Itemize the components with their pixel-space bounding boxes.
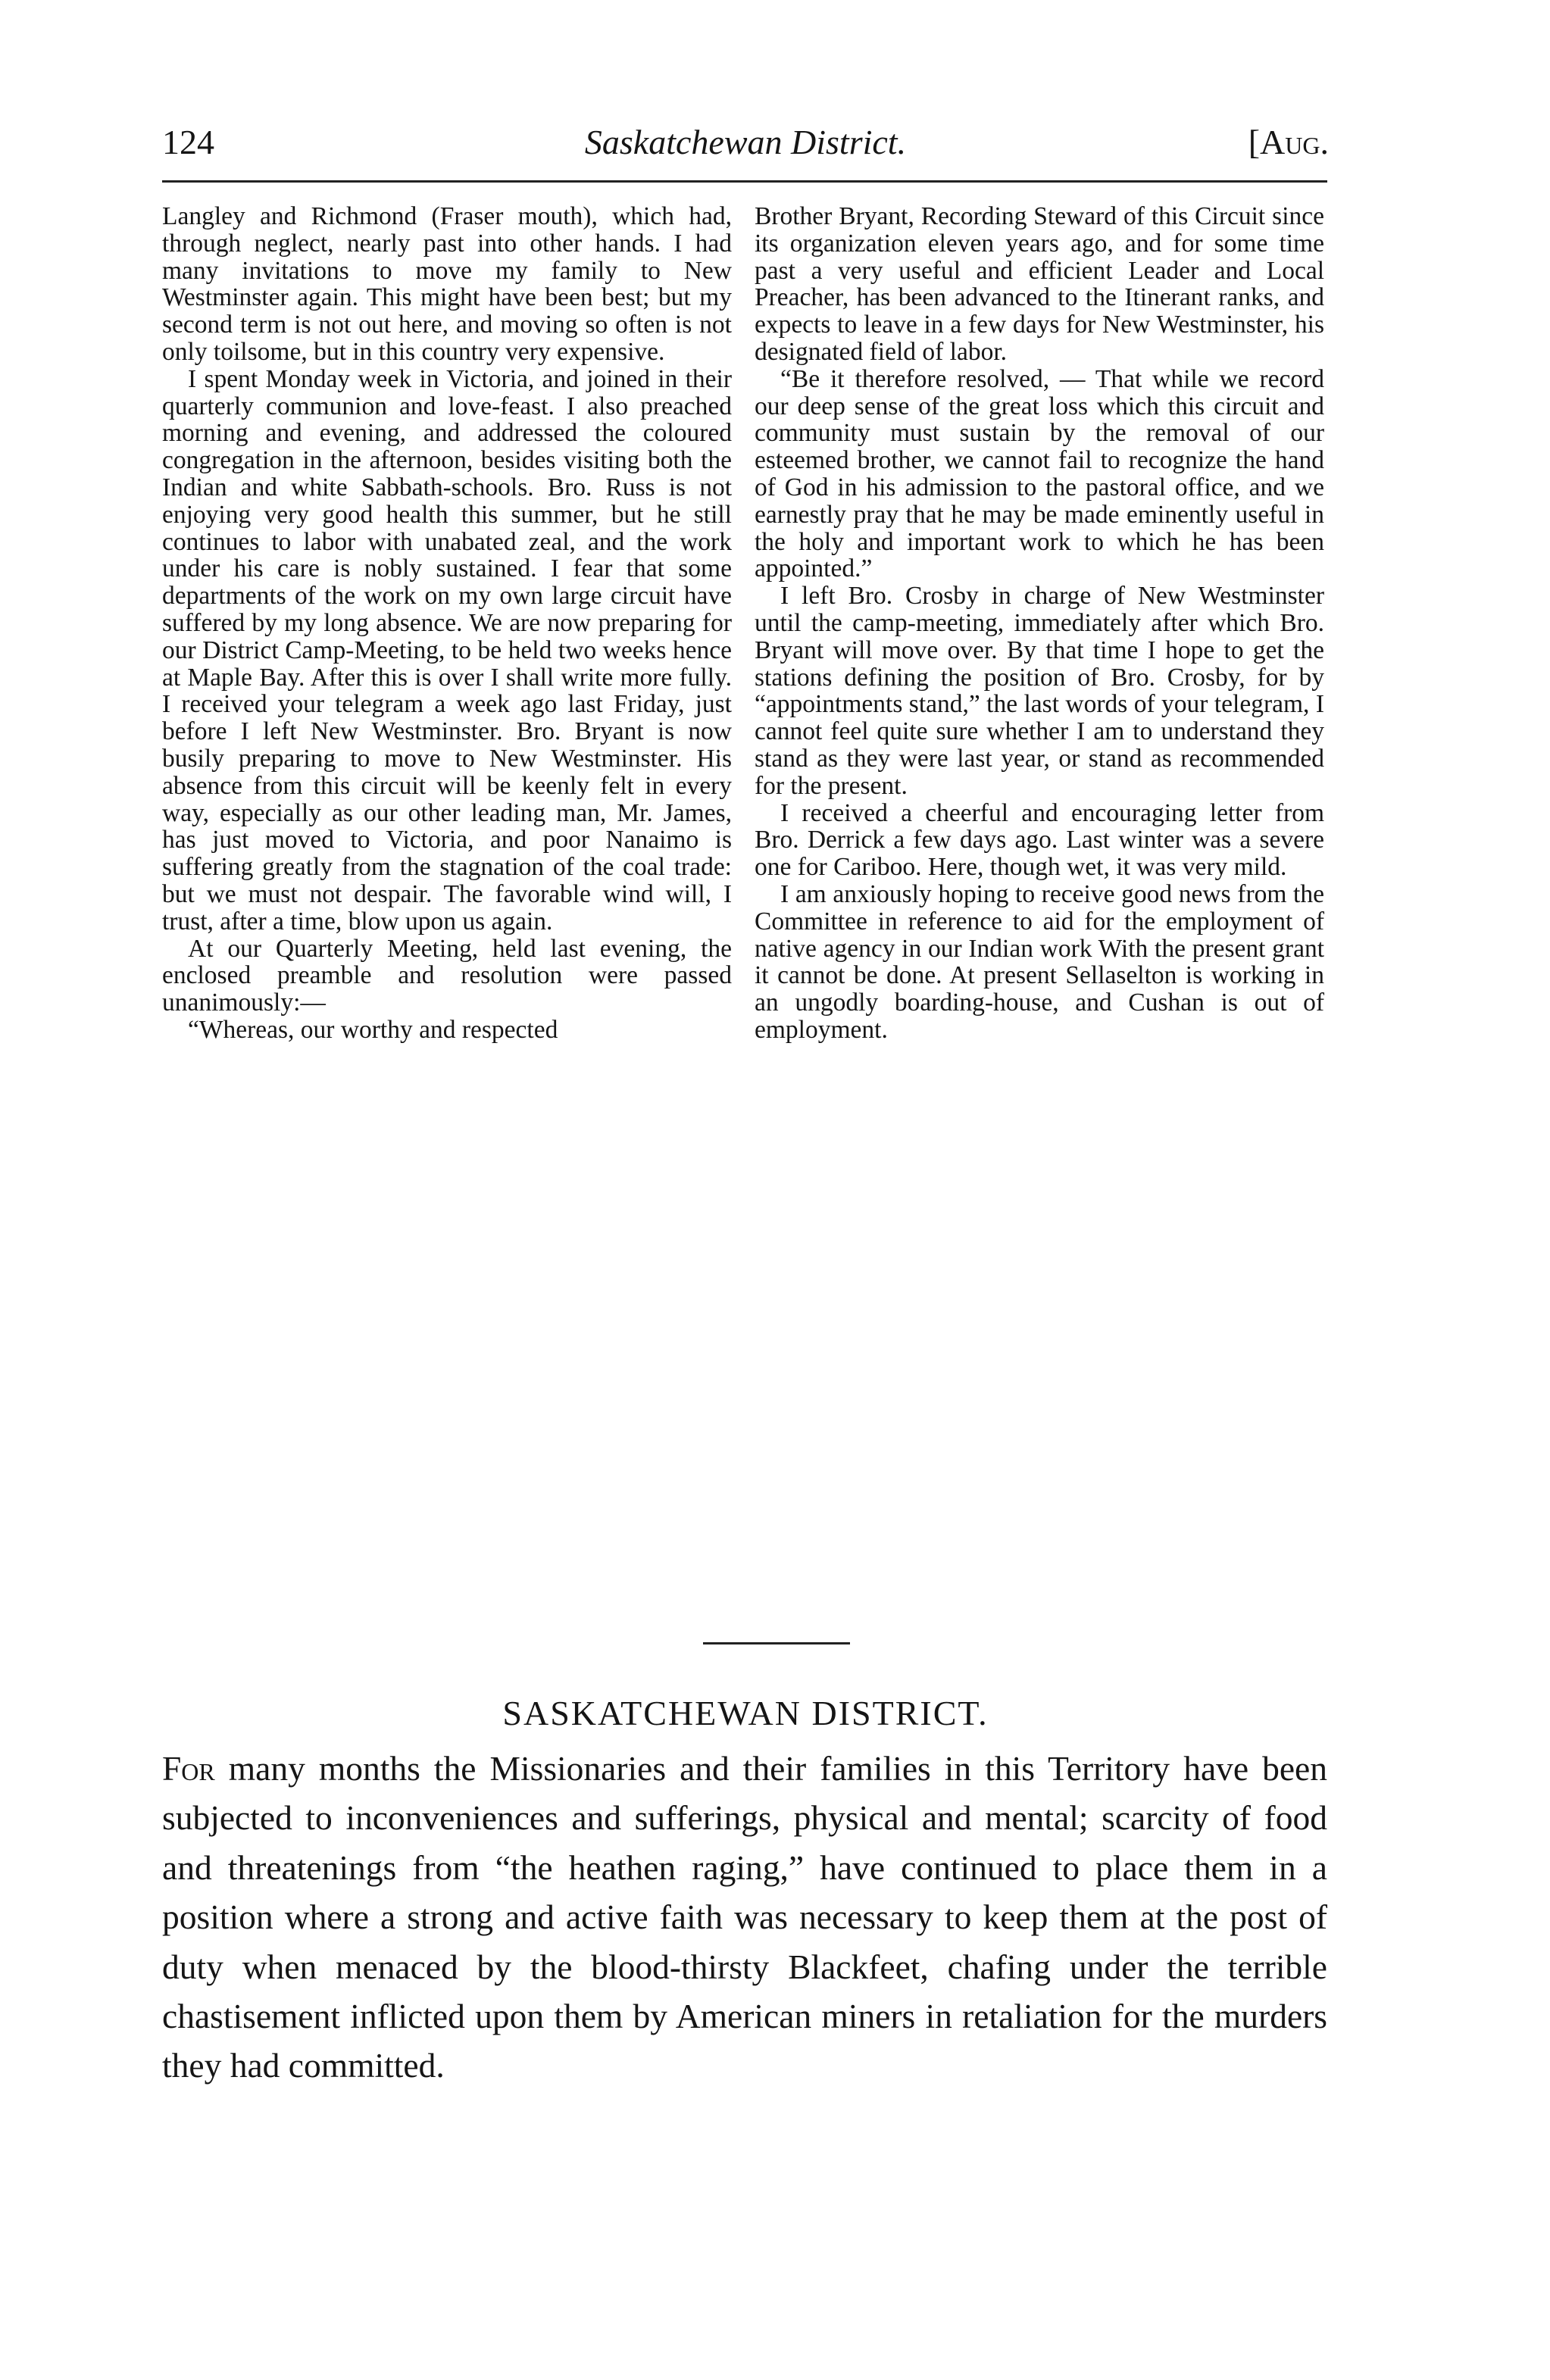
right-column bbox=[755, 203, 1324, 1044]
running-title: Saskatchewan District. bbox=[584, 123, 907, 161]
lead-word: For bbox=[162, 1749, 215, 1788]
paragraph: I spent Monday week in Victoria, and joined in their quarterly communion and love-feast. I also preached morning and evening, and addressed the coloured congregation in the afternoon, besides visiting both the Indian and white Sabbath-schools. Bro. Russ is not enjoying very good health this summer, but he still continues to labor with unabated zeal, and the work under his care is nobly sustained. I fear that some departments of the work on my own large circuit have suffered by my long absence. We are now preparing for our District Camp-Meeting, to be held two weeks hence at Maple Bay. After this is over I shall write more fully. I received your telegram a week ago last Friday, just before I left New Westminster. Bro. Bryant is now busily preparing to move to New Westminster. His absence from this circuit will be keenly felt in every way, especially as our other leading man, Mr. James, has just moved to Victoria, and poor Nanaimo is suffering greatly from the stagnation of the coal trade: but we must not despair. The favorable wind will, I trust, after a time, blow upon us again. bbox=[162, 364, 732, 935]
section-paragraph bbox=[162, 1744, 1327, 2091]
running-head bbox=[162, 120, 1329, 165]
section-text: many months the Missionaries and their families in this Territory have been subjected to inconveniences and sufferings, physical and mental; scarcity of food and threatenings from “the heathen raging,” have continued to place them in a position where a strong and active faith was necessary to keep them at the post of duty when menaced by the blood-thirsty Blackfeet, chafing under the terrible chastisement inflicted upon them by American miners in retaliation for the murders they had committed. bbox=[162, 1749, 1327, 2085]
paragraph: I received a cheerful and encouraging letter from Bro. Derrick a few days ago. Last winter was a severe one for Cariboo. Here, though wet, it was very mild. bbox=[755, 798, 1324, 882]
section-heading: SASKATCHEWAN DISTRICT. bbox=[502, 1694, 989, 1732]
paragraph: “Be it therefore resolved, — That while we record our deep sense of the great loss which this circuit and community must sustain by the removal of our esteemed brother, we cannot fail to recognize the hand of God in his admission to the pastoral office, and we earnestly pray that he may be made eminently useful in the holy and important work to which he has been appointed.” bbox=[755, 364, 1324, 583]
paragraph: Brother Bryant, Recording Steward of this Circuit since its organization eleven years ago, and for some time past a very useful and efficient Leader and Local Preacher, has been advanced to the Itinerant ranks, and expects to leave in a few days for New Westminster, his designated field of labor. bbox=[755, 202, 1324, 366]
paragraph: “Whereas, our worthy and respected bbox=[188, 1015, 558, 1044]
paragraph: I am anxiously hoping to receive good news from the Committee in reference to aid for the employment of native agency in our Indian work With the present grant it cannot be done. At present Sellaselton is working in an ungodly boarding-house, and Cushan is out of employment. bbox=[755, 879, 1324, 1044]
header-rule bbox=[162, 180, 1327, 183]
paragraph: I left Bro. Crosby in charge of New Westminster until the camp-meeting, immediately after which Bro. Bryant will move over. By that time I hope to get the stations defining the position of Bro. Crosby, for by “appointments stand,” the last words of your telegram, I cannot feel quite sure whether I am to understand they stand as they were last year, or stand as recommended for the present. bbox=[755, 582, 1324, 800]
left-column bbox=[162, 203, 732, 1044]
running-month: [Aug. bbox=[1248, 123, 1329, 161]
paragraph: At our Quarterly Meeting, held last evening, the enclosed preamble and resolution were passed unanimously:— bbox=[162, 934, 732, 1017]
section-divider bbox=[703, 1642, 850, 1644]
paragraph: Langley and Richmond (Fraser mouth), which had, through neglect, nearly past into other hands. I had many invitations to move my family to New Westminster again. This might have been best; but my second term is not out here, and moving so often is not only toilsome, but in this country very expensive. bbox=[162, 202, 732, 366]
page-number: 124 bbox=[162, 123, 214, 161]
